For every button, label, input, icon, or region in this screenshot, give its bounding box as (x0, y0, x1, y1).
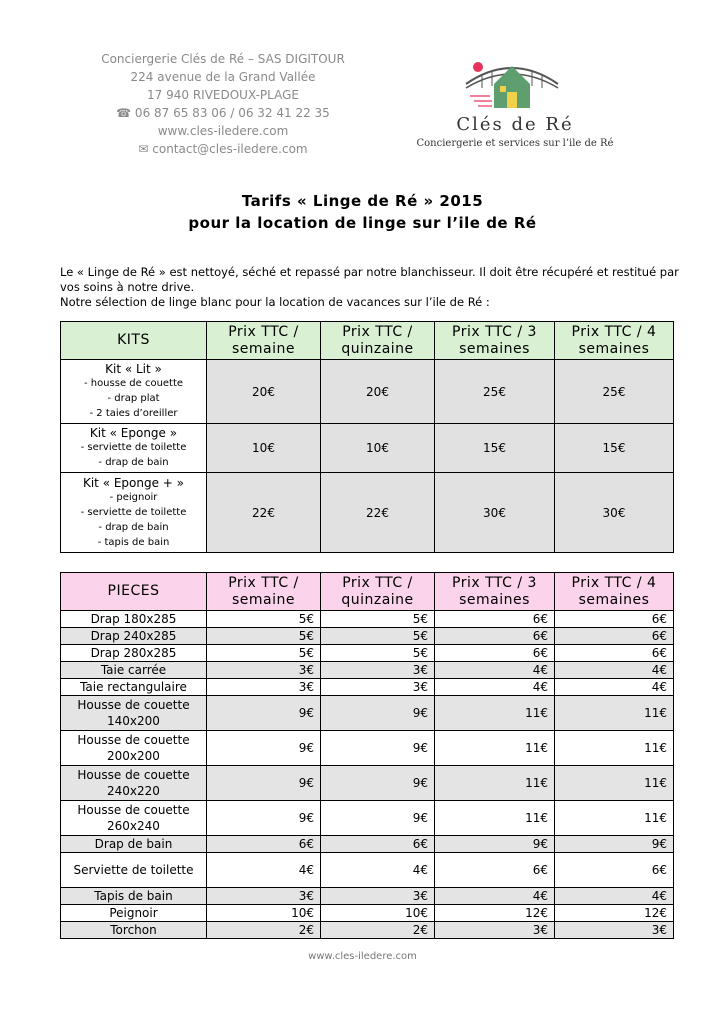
price-cell: 6€ (435, 628, 555, 645)
table-row (61, 801, 674, 836)
intro-paragraph: Le « Linge de Ré » est nettoyé, séché et repassé par notre blanchisseur. Il doit être récupéré et restitué par vos soins à notre drive. (60, 265, 679, 294)
table-row (61, 679, 674, 696)
price-cell: 20€ (321, 360, 435, 424)
price-cell: 6€ (321, 836, 435, 853)
brand-tagline: Conciergerie et services sur l’ile de Ré (416, 138, 614, 149)
price-cell: 9€ (207, 766, 321, 801)
price-cell: 6€ (435, 645, 555, 662)
piece-name: Housse de couette 200x200 (61, 731, 207, 766)
table-row (61, 888, 674, 905)
price-cell: 3€ (435, 922, 555, 939)
kits-header-row (61, 322, 674, 360)
price-cell: 3€ (207, 679, 321, 696)
footer-website[interactable]: www.cles-iledere.com (308, 951, 417, 962)
price-cell: 6€ (207, 836, 321, 853)
price-cell: 5€ (207, 645, 321, 662)
piece-name: Taie rectangulaire (61, 679, 207, 696)
piece-name: Drap 280x285 (61, 645, 207, 662)
price-cell: 12€ (555, 905, 674, 922)
piece-name: Drap 180x285 (61, 611, 207, 628)
table-row (61, 905, 674, 922)
price-cell: 11€ (435, 766, 555, 801)
header-3-weeks: Prix TTC / 3 semaines (435, 573, 555, 611)
piece-name: Peignoir (61, 905, 207, 922)
table-row (61, 628, 674, 645)
piece-name: Drap 240x285 (61, 628, 207, 645)
kit-item: - peignoir (109, 491, 158, 503)
company-name: Conciergerie Clés de Ré – SAS DIGITOUR (101, 52, 345, 66)
price-cell: 10€ (207, 424, 321, 473)
kit-item: - 2 taies d’oreiller (89, 408, 178, 419)
kit-row (61, 424, 674, 473)
kit-row (61, 360, 674, 424)
kit-description (61, 424, 207, 473)
price-cell: 30€ (435, 473, 555, 553)
brand-name: Clés de Ré (456, 114, 574, 135)
price-cell: 9€ (321, 801, 435, 836)
email-link[interactable]: ✉ contact@cles-iledere.com (138, 142, 308, 156)
kit-item: - drap plat (107, 393, 160, 404)
header-week: Prix TTC / semaine (207, 322, 321, 360)
price-cell: 10€ (207, 905, 321, 922)
page-subtitle: pour la location de linge sur l’ile de Ré (188, 214, 537, 232)
kit-item: - drap de bain (98, 521, 169, 533)
kit-item: - serviette de toilette (80, 506, 187, 518)
price-cell: 11€ (435, 801, 555, 836)
table-row (61, 731, 674, 766)
price-cell: 4€ (435, 662, 555, 679)
company-address (88, 50, 358, 158)
price-cell: 5€ (207, 628, 321, 645)
price-cell: 10€ (321, 905, 435, 922)
piece-name: Tapis de bain (61, 888, 207, 905)
header-fortnight: Prix TTC / quinzaine (321, 322, 435, 360)
price-cell: 4€ (555, 888, 674, 905)
table-row (61, 853, 674, 888)
price-cell: 9€ (321, 766, 435, 801)
header-fortnight: Prix TTC / quinzaine (321, 573, 435, 611)
price-cell: 3€ (321, 888, 435, 905)
price-cell: 12€ (435, 905, 555, 922)
piece-name: Taie carrée (61, 662, 207, 679)
price-cell: 3€ (321, 662, 435, 679)
header-4-weeks: Prix TTC / 4 semaines (555, 573, 674, 611)
price-cell: 5€ (321, 645, 435, 662)
price-cell: 11€ (555, 766, 674, 801)
website-link[interactable]: www.cles-iledere.com (157, 124, 289, 138)
price-cell: 11€ (435, 731, 555, 766)
piece-name: Serviette de toilette (61, 853, 207, 888)
price-cell: 4€ (555, 679, 674, 696)
table-row (61, 766, 674, 801)
price-cell: 4€ (321, 853, 435, 888)
kit-description (61, 360, 207, 424)
price-cell: 6€ (435, 611, 555, 628)
table-row (61, 696, 674, 731)
house-bridge-logo-icon (462, 58, 562, 114)
price-cell: 9€ (207, 696, 321, 731)
price-cell: 4€ (435, 888, 555, 905)
price-cell: 6€ (555, 853, 674, 888)
header-4-weeks: Prix TTC / 4 semaines (555, 322, 674, 360)
postal-city: 17 940 RIVEDOUX-PLAGE (147, 88, 299, 102)
piece-name: Drap de bain (61, 836, 207, 853)
intro-selection: Notre sélection de linge blanc pour la location de vacances sur l’ile de Ré : (60, 295, 490, 309)
price-cell: 2€ (321, 922, 435, 939)
price-cell: 9€ (555, 836, 674, 853)
pieces-price-table (60, 572, 674, 939)
price-cell: 3€ (207, 888, 321, 905)
price-cell: 11€ (435, 696, 555, 731)
pieces-header-label: PIECES (61, 573, 207, 611)
price-cell: 20€ (207, 360, 321, 424)
kit-description (61, 473, 207, 553)
price-cell: 5€ (321, 611, 435, 628)
price-cell: 15€ (555, 424, 674, 473)
price-cell: 9€ (321, 696, 435, 731)
kit-name: Kit « Eponge + » (82, 475, 185, 490)
table-row (61, 645, 674, 662)
kit-item: - drap de bain (98, 457, 169, 468)
price-cell: 22€ (207, 473, 321, 553)
kits-price-table (60, 321, 674, 553)
price-cell: 2€ (207, 922, 321, 939)
price-cell: 9€ (207, 731, 321, 766)
price-cell: 5€ (207, 611, 321, 628)
price-cell: 6€ (435, 853, 555, 888)
street-address: 224 avenue de la Grand Vallée (130, 70, 316, 84)
intro-text (60, 265, 680, 310)
page-title: Tarifs « Linge de Ré » 2015 (241, 192, 484, 210)
table-row (61, 611, 674, 628)
price-cell: 5€ (321, 628, 435, 645)
pieces-header-row (61, 573, 674, 611)
price-cell: 9€ (321, 731, 435, 766)
kit-name: Kit « Lit » (105, 362, 162, 376)
kit-item: - tapis de bain (97, 536, 170, 548)
price-cell: 15€ (435, 424, 555, 473)
header-week: Prix TTC / semaine (207, 573, 321, 611)
price-cell: 30€ (555, 473, 674, 553)
table-row (61, 662, 674, 679)
price-cell: 25€ (555, 360, 674, 424)
phone-numbers: ☎ 06 87 65 83 06 / 06 32 41 22 35 (116, 106, 330, 120)
kit-row (61, 473, 674, 553)
price-cell: 4€ (555, 662, 674, 679)
price-cell: 3€ (207, 662, 321, 679)
price-cell: 9€ (207, 801, 321, 836)
piece-name: Torchon (61, 922, 207, 939)
kit-name: Kit « Eponge » (89, 426, 178, 440)
table-row (61, 836, 674, 853)
price-cell: 22€ (321, 473, 435, 553)
price-cell: 11€ (555, 801, 674, 836)
table-row (61, 922, 674, 939)
piece-name: Housse de couette 260x240 (61, 801, 207, 836)
header-3-weeks: Prix TTC / 3 semaines (435, 322, 555, 360)
price-cell: 10€ (321, 424, 435, 473)
price-cell: 6€ (555, 628, 674, 645)
price-cell: 6€ (555, 611, 674, 628)
kits-header-label: KITS (61, 322, 207, 360)
price-cell: 6€ (555, 645, 674, 662)
price-cell: 11€ (555, 696, 674, 731)
piece-name: Housse de couette 240x220 (61, 766, 207, 801)
kit-item: - housse de couette (83, 378, 184, 389)
piece-name: Housse de couette 140x200 (61, 696, 207, 731)
price-cell: 4€ (435, 679, 555, 696)
price-cell: 3€ (321, 679, 435, 696)
kit-item: - serviette de toilette (80, 442, 187, 453)
price-cell: 4€ (207, 853, 321, 888)
price-cell: 11€ (555, 731, 674, 766)
price-cell: 9€ (435, 836, 555, 853)
price-cell: 3€ (555, 922, 674, 939)
price-cell: 25€ (435, 360, 555, 424)
